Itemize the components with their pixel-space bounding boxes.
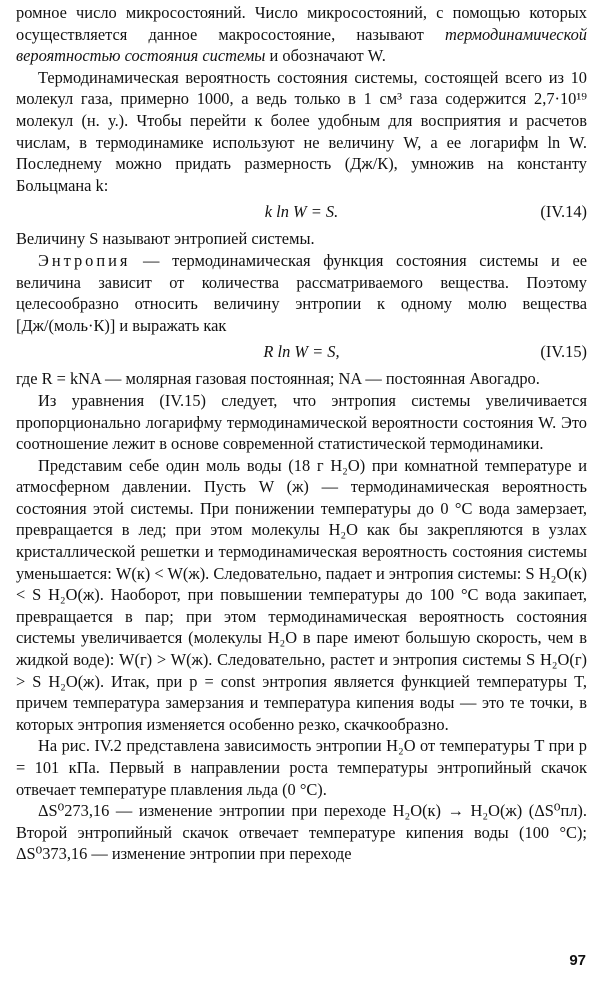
paragraph-5: где R = kNA — молярная газовая постоянная; NA — постоянная Авогадро. — [16, 369, 540, 389]
paragraph-1 — [16, 2, 587, 67]
equation-iv-15-expression: R ln W = S, — [263, 342, 340, 362]
paragraph-8: На рис. IV.2 представлена зависимость энтропии H₂O от температуры T при p = 101 кПа. Первый в направлении роста температуры энтропийный скачок отвечает температуре плавления льда (0 °C). — [16, 736, 587, 799]
paragraph-3: Величину S называют энтропией системы. — [16, 229, 315, 249]
term-entropy: Энтропия — [38, 250, 131, 270]
paragraph-4-rest: — термодинамическая функция состояния системы и ее величина зависит от количества рассматриваемого вещества. Поэтому целесообразно относить величину энтропии к одному молю вещества [Дж/(моль·К)] и выражать как — [16, 250, 587, 335]
paragraph-2: Термодинамическая вероятность состояния системы, состоящей всего из 10 молекул газа, примерно 1000, а ведь только в 1 см³ газа содержится 2,7·10¹⁹ молекул (н. у.). Чтобы перейти к более удобным для восприятия и расчетов числам, в термодинамике используют не величину W, а ее логарифм ln W. Последнему можно придать размерность (Дж/К), умножив на константу Больцмана k: — [16, 67, 587, 195]
paragraph-6: Из уравнения (IV.15) следует, что энтропия системы увеличивается пропорционально логарифму термодинамической вероятности состояния W. Это соотношение лежит в основе современной статистической термодинамики. — [16, 390, 587, 454]
equation-iv-14 — [16, 196, 587, 228]
paragraph-7: Представим себе один моль воды (18 г H₂O) при комнатной температуре и атмосферном давлении. Пусть W (ж) — термодинамическая вероятность состояния этой системы. При понижении температуры до 0 °C вода замерзает, превращается в лед; при этом молекулы H₂O как бы закрепляются в узлах кристаллической решетки и термодинамическая вероятность состояния системы уменьшается: W(к) < W(ж). Следовательно, падает и энтропия системы: S H₂O(к) < S H₂O(ж). Наоборот, при повышении температуры до 100 °C вода закипает, превращается в пар; при этом термодинамическая вероятность состояния системы увеличивается (молекулы H₂O в паре имеют большую скорость, чем в жидкой воде): W(г) > W(ж). Следовательно, растет и энтропия системы S H₂O(г) > S H₂O(ж). Итак, при p = const энтропия является функцией температуры T, причем температура замерзания и температура кипения воды — это те точки, в которых энтропия изменяется особенно резко, скачкообразно. — [16, 455, 587, 734]
paragraph-1-end: и обозначают W. — [265, 46, 386, 66]
term-thermodynamic-probability: термодинамической вероятностью состояния системы — [16, 24, 587, 66]
equation-iv-14-number: (IV.14) — [540, 202, 587, 222]
paragraph-4 — [16, 250, 587, 336]
page-number: 97 — [569, 952, 586, 970]
equation-iv-15-number: (IV.15) — [540, 342, 587, 362]
paragraph-1-start: ромное число микросостояний. Число микросостояний, с помощью которых осуществляется данное макросостояние, называют — [16, 3, 587, 44]
equation-iv-15 — [16, 336, 587, 368]
paragraph-9: ΔS⁰273,16 — изменение энтропии при переходе H₂O(к) → H₂O(ж) (ΔS⁰пл). Второй энтропийный скачок отвечает температуре кипения воды (100 °C); ΔS⁰373,16 — изменение энтропии при переходе — [16, 801, 587, 864]
equation-iv-14-expression: k ln W = S. — [264, 202, 339, 222]
